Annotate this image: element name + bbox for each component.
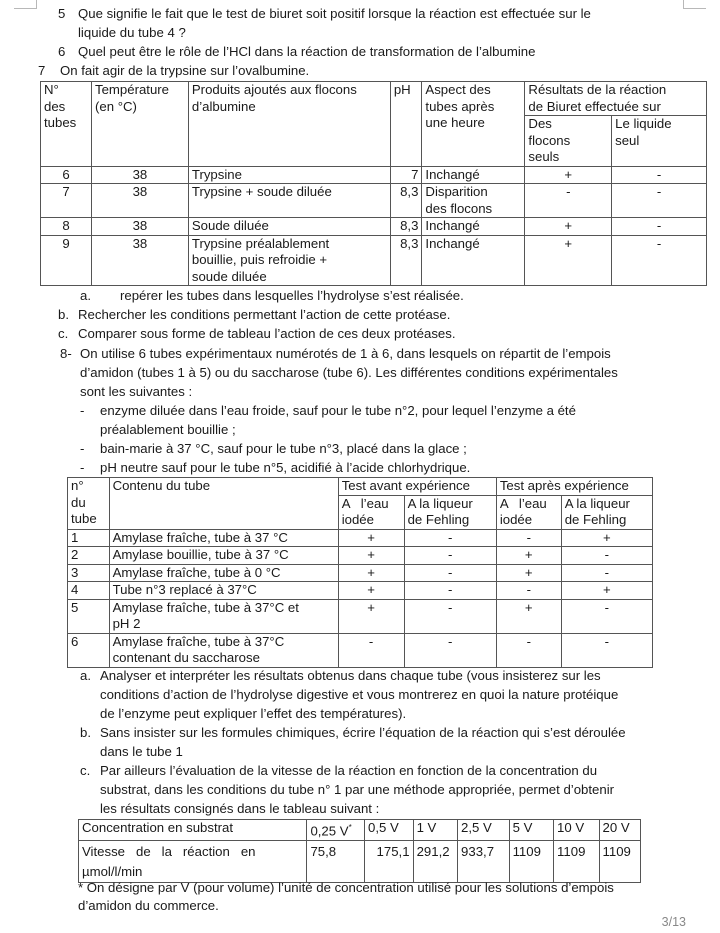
- subquestion-label: a.: [80, 668, 91, 683]
- subquestion-line: Analyser et interpréter les résultats obtenus dans chaque tube (vous insisterez sur les: [100, 668, 601, 683]
- cell-num: 1: [68, 529, 110, 547]
- cell-content: Amylase fraîche, tube à 37 °C: [109, 529, 338, 547]
- subquestion-line: les résultats consignés dans le tableau suivant :: [100, 801, 380, 816]
- cell-result: -: [496, 582, 561, 600]
- table-row: [68, 564, 653, 582]
- cell-result: -: [561, 564, 652, 582]
- cell-result: +: [338, 582, 404, 600]
- cell-content: Amylase fraîche, tube à 37°C contenant du saccharose: [109, 633, 338, 667]
- cell-concentration: 20 V: [599, 820, 640, 841]
- cell-num: 7: [41, 184, 92, 218]
- cell-products: Trypsine + soude diluée: [188, 184, 390, 218]
- kinetics-table: [78, 819, 641, 883]
- cell-products: Soude diluée: [188, 218, 390, 236]
- cell-result: -: [338, 633, 404, 667]
- cell-temp: 38: [91, 218, 188, 236]
- cell-products: Trypsine préalablement bouillie, puis refroidie + soude diluée: [188, 235, 390, 286]
- cell-concentration: 5 V: [509, 820, 553, 841]
- cell-result: -: [561, 599, 652, 633]
- cell-flocons: +: [525, 235, 612, 286]
- table-row: [41, 184, 707, 218]
- table-row: [68, 529, 653, 547]
- header-fehling: A la liqueur de Fehling: [404, 495, 496, 529]
- cell-num: 4: [68, 582, 110, 600]
- cell-flocons: -: [525, 184, 612, 218]
- condition-line: pH neutre sauf pour le tube n°5, acidifié à l’acide chlorhydrique.: [100, 460, 471, 475]
- question-number: 6: [58, 44, 66, 59]
- bullet-dash: -: [80, 460, 85, 475]
- cell-result: -: [496, 633, 561, 667]
- cell-aspect: Disparition des flocons: [422, 184, 525, 218]
- header-iode: A l’eau iodée: [496, 495, 561, 529]
- cell-velocity: 933,7: [458, 840, 510, 882]
- table-row: [41, 166, 707, 184]
- cell-num: 8: [41, 218, 92, 236]
- trypsin-results-table: [40, 81, 707, 286]
- cell-liquide: -: [612, 166, 707, 184]
- table-header-row: [41, 82, 707, 116]
- header-ph: pH: [390, 82, 422, 167]
- cell-ph: 7: [390, 166, 422, 184]
- cell-concentration: 1 V: [413, 820, 457, 841]
- cell-num: 2: [68, 547, 110, 565]
- subquestion-line: Sans insister sur les formules chimiques, écrire l’équation de la réaction qui s’est déroulée: [100, 725, 626, 740]
- question-text-cont: liquide du tube 4 ?: [78, 25, 186, 40]
- subquestion-line: dans le tube 1: [100, 744, 183, 759]
- table-row: [41, 218, 707, 236]
- question-text-line: sont les suivantes :: [80, 384, 193, 399]
- cell-result: -: [561, 547, 652, 565]
- cell-velocity: 175,1: [365, 840, 414, 882]
- footnote-line: * On désigne par V (pour volume) l’unité de concentration utilisé pour les solutions d’empois: [78, 880, 614, 895]
- header-tube-number: n° du tube: [68, 478, 110, 530]
- cell-velocity: 75,8: [307, 840, 365, 882]
- header-products: Produits ajoutés aux flocons d’albumine: [188, 82, 390, 167]
- cell-ph: 8,3: [390, 184, 422, 218]
- subquestion-label: b.: [80, 725, 91, 740]
- cell-result: +: [496, 564, 561, 582]
- header-liquide: Le liquide seul: [612, 116, 707, 167]
- table-row: [68, 582, 653, 600]
- cell-result: -: [561, 633, 652, 667]
- cell-num: 9: [41, 235, 92, 286]
- cell-num: 5: [68, 599, 110, 633]
- cell-result: -: [496, 529, 561, 547]
- subquestion-label: c.: [80, 763, 91, 778]
- cell-result: +: [338, 599, 404, 633]
- page-corner-mark-right: [683, 0, 706, 9]
- subquestion-line: conditions d’action de l’hydrolyse digestive et vous montrerez en quoi la nature protéique: [100, 687, 619, 702]
- cell-liquide: -: [612, 235, 707, 286]
- table-row: [68, 633, 653, 667]
- header-iode: A l’eau iodée: [338, 495, 404, 529]
- cell-result: +: [561, 529, 652, 547]
- cell-liquide: -: [612, 184, 707, 218]
- condition-line: enzyme diluée dans l’eau froide, sauf pour le tube n°2, pour lequel l’enzyme a été: [100, 403, 576, 418]
- header-test-avant: Test avant expérience: [338, 478, 496, 496]
- subquestion-line: de l’enzyme peut expliquer l’effet des températures).: [100, 706, 407, 721]
- cell-aspect: Inchangé: [422, 235, 525, 286]
- question-text-line: d’amidon (tubes 1 à 5) ou du saccharose (tube 6). Les différentes conditions expérimentales: [80, 365, 618, 380]
- cell-result: -: [404, 547, 496, 565]
- cell-num: 6: [68, 633, 110, 667]
- footnote-line: d’amidon du commerce.: [78, 898, 219, 913]
- page-corner-mark-left: [14, 0, 37, 9]
- cell-content: Amylase bouillie, tube à 37 °C: [109, 547, 338, 565]
- cell-velocity: 1109: [509, 840, 553, 882]
- page-number: 3/13: [661, 915, 686, 929]
- question-text-line: On utilise 6 tubes expérimentaux numérotés de 1 à 6, dans lesquels on répartit de l’empois: [80, 346, 611, 361]
- question-number: 5: [58, 6, 66, 21]
- bullet-dash: -: [80, 441, 85, 456]
- cell-concentration: 2,5 V: [458, 820, 510, 841]
- cell-temp: 38: [91, 184, 188, 218]
- cell-concentration: 0,25 V*: [307, 820, 365, 841]
- cell-result: -: [404, 582, 496, 600]
- subquestion-label: b.: [58, 307, 69, 322]
- cell-result: +: [338, 529, 404, 547]
- header-content: Contenu du tube: [109, 478, 338, 530]
- subquestion-text: Comparer sous forme de tableau l’action de ces deux protéases.: [78, 326, 456, 341]
- table-row: [68, 547, 653, 565]
- cell-ph: 8,3: [390, 235, 422, 286]
- cell-result: +: [496, 599, 561, 633]
- table-row: [68, 599, 653, 633]
- header-tube-number: N° des tubes: [41, 82, 92, 167]
- question-text: On fait agir de la trypsine sur l’ovalbumine.: [60, 63, 310, 78]
- header-temperature: Température (en °C): [91, 82, 188, 167]
- question-text: Quel peut être le rôle de l’HCl dans la réaction de transformation de l’albumine: [78, 44, 536, 59]
- table-header-row: [68, 478, 653, 496]
- cell-result: -: [404, 633, 496, 667]
- cell-result: +: [496, 547, 561, 565]
- question-number: 8-: [60, 346, 72, 361]
- subquestion-line: Par ailleurs l’évaluation de la vitesse de la réaction en fonction de la concentration du: [100, 763, 598, 778]
- subquestion-line: substrat, dans les conditions du tube n° 1 par une méthode appropriée, permet d’obtenir: [100, 782, 615, 797]
- cell-velocity: 1109: [599, 840, 640, 882]
- cell-products: Trypsine: [188, 166, 390, 184]
- cell-content: Amylase fraîche, tube à 0 °C: [109, 564, 338, 582]
- cell-result: -: [404, 564, 496, 582]
- header-flocons: Des flocons seuls: [525, 116, 612, 167]
- cell-flocons: +: [525, 218, 612, 236]
- cell-num: 3: [68, 564, 110, 582]
- cell-aspect: Inchangé: [422, 218, 525, 236]
- subquestion-label: a.: [80, 288, 91, 303]
- header-aspect: Aspect des tubes après une heure: [422, 82, 525, 167]
- cell-concentration: 0,5 V: [365, 820, 414, 841]
- cell-aspect: Inchangé: [422, 166, 525, 184]
- subquestion-text: repérer les tubes dans lesquelles l’hydrolyse s’est réalisée.: [120, 288, 464, 303]
- cell-result: -: [404, 529, 496, 547]
- cell-temp: 38: [91, 166, 188, 184]
- cell-liquide: -: [612, 218, 707, 236]
- cell-result: -: [404, 599, 496, 633]
- table-row-velocity: [79, 840, 641, 882]
- amylase-results-table: [67, 477, 653, 668]
- cell-content: Amylase fraîche, tube à 37°C et pH 2: [109, 599, 338, 633]
- subquestion-label: c.: [58, 326, 69, 341]
- cell-result: +: [561, 582, 652, 600]
- bullet-dash: -: [80, 403, 85, 418]
- cell-temp: 38: [91, 235, 188, 286]
- row-label-velocity: Vitesse de la réaction en µmol/l/min: [79, 840, 307, 882]
- cell-content: Tube n°3 replacé à 37°C: [109, 582, 338, 600]
- cell-concentration: 10 V: [554, 820, 599, 841]
- condition-line: préalablement bouillie ;: [100, 422, 236, 437]
- header-fehling: A la liqueur de Fehling: [561, 495, 652, 529]
- cell-velocity: 291,2: [413, 840, 457, 882]
- question-number: 7: [38, 63, 46, 78]
- row-label-concentration: Concentration en substrat: [79, 820, 307, 841]
- cell-flocons: +: [525, 166, 612, 184]
- cell-result: +: [338, 547, 404, 565]
- question-text: Que signifie le fait que le test de biuret soit positif lorsque la réaction est effectuée sur le: [78, 6, 591, 21]
- cell-num: 6: [41, 166, 92, 184]
- table-row-concentration: [79, 820, 641, 841]
- header-test-apres: Test après expérience: [496, 478, 652, 496]
- cell-velocity: 1109: [554, 840, 599, 882]
- condition-line: bain-marie à 37 °C, sauf pour le tube n°3, placé dans la glace ;: [100, 441, 467, 456]
- cell-ph: 8,3: [390, 218, 422, 236]
- header-biuret: Résultats de la réaction de Biuret effectuée sur: [525, 82, 707, 116]
- cell-result: +: [338, 564, 404, 582]
- subquestion-text: Rechercher les conditions permettant l’action de cette protéase.: [78, 307, 451, 322]
- table-row: [41, 235, 707, 286]
